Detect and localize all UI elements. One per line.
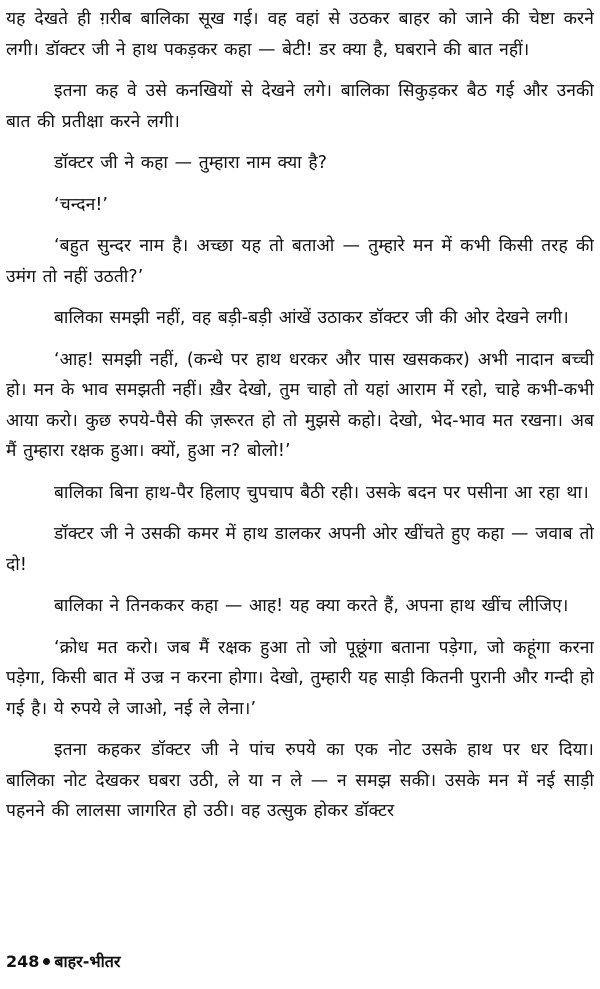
- paragraph-2: इतना कह वे उसे कनखियों से देखने लगे। बालिका सिकुड़कर बैठ गई और उनकी बात की प्रतीक्षा करने लगी।: [6, 81, 594, 132]
- page-footer: [6, 950, 120, 972]
- paragraph-8: बालिका बिना हाथ-पैर हिलाए चुपचाप बैठी रही। उसके बदन पर पसीना आ रहा था।: [54, 482, 589, 503]
- paragraph-7: ‘आह! समझी नहीं, (कन्धे पर हाथ धरकर और पास खसककर) अभी नादान बच्ची हो। मन के भाव समझती नहीं। ख़ैर देखो, तुम चाहो तो यहां आराम में रहो, चाहे कभी-कभी आया करो। कुछ रुपये-पैसे की ज़रूरत हो तो मुझसे कहो। देखो, भेद-भाव मत रखना। अब मैं तुम्हारा रक्षक हुआ। क्यों, हुआ न? बोलो!’: [6, 349, 594, 461]
- paragraph-5: ‘बहुत सुन्दर नाम है। अच्छा यह तो बताओ — तुम्हारे मन में कभी किसी तरह की उमंग तो नहीं उठती?’: [6, 236, 594, 287]
- paragraph-9: डॉक्टर जी ने उसकी कमर में हाथ डालकर अपनी ओर खींचते हुए कहा — जवाब तो दो!: [6, 524, 594, 575]
- paragraph-4: ‘चन्दन!’: [54, 194, 109, 215]
- paragraph-12: इतना कहकर डॉक्टर जी ने पांच रुपये का एक नोट उसके हाथ पर धर दिया। बालिका नोट देखकर घबरा उठी, ले या न ले — न समझ सकी। उसके मन में नई साड़ी पहनने की लालसा जागरित हो उठी। वह उत्सुक होकर डॉक्टर: [6, 740, 594, 821]
- paragraph-10: बालिका ने तिनककर कहा — आह! यह क्या करते हैं, अपना हाथ खींच लीजिए।: [54, 596, 569, 616]
- book-title: बाहर-भीतर: [54, 952, 121, 971]
- paragraph-11: ‘क्रोध मत करो। जब मैं रक्षक हुआ तो जो पूछूंगा बताना पड़ेगा, जो कहूंगा करना पड़ेगा, किसी बात में उज्र न करना होगा। देखो, तुम्हारी यह साड़ी कितनी पुरानी और गन्दी हो गई है। ये रुपये ले जाओ, नई ले लेना।’: [6, 637, 594, 719]
- paragraph-6: बालिका समझी नहीं, वह बड़ी-बड़ी आंखें उठाकर डॉक्टर जी की ओर देखने लगी।: [54, 308, 569, 328]
- page-number: 248: [6, 952, 40, 971]
- bullet-icon: [43, 958, 50, 965]
- paragraph-3: डॉक्टर जी ने कहा — तुम्हारा नाम क्या है?: [54, 153, 328, 173]
- paragraph-1: यह देखते ही ग़रीब बालिका सूख गई। वह वहां से उठकर बाहर को जाने की चेष्टा करने लगी। डॉक्टर जी ने हाथ पकड़कर कहा — बेटी! डर क्या है, घबराने की बात नहीं।: [6, 9, 594, 60]
- page-body: [6, 4, 594, 838]
